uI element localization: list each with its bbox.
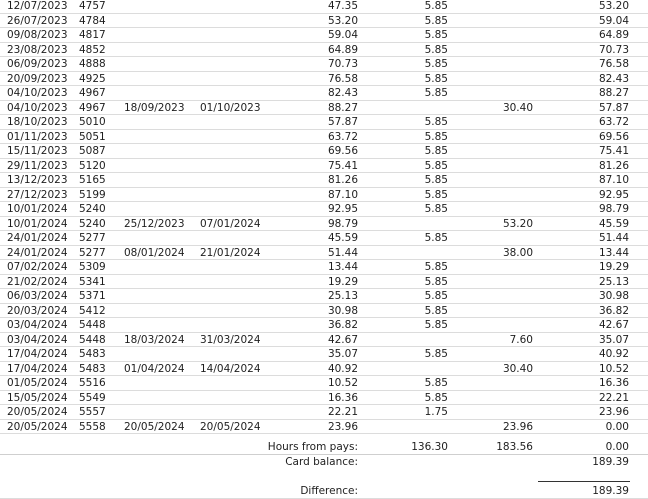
table-row [0,202,648,217]
opening-balance-cell: 63.72 [327,130,358,143]
date-cell: 15/05/2024 [7,391,68,404]
table-row [0,275,648,290]
closing-balance-cell: 23.96 [598,406,629,418]
opening-balance-cell: 13.44 [327,261,358,273]
difference-row [0,484,648,498]
table-row [0,289,648,304]
hours-accrued-cell: 5.85 [424,174,448,186]
closing-balance-cell: 64.89 [598,29,629,41]
opening-balance-cell: 82.43 [327,87,358,99]
difference-label: Difference: [300,485,358,497]
period-to-cell: 21/01/2024 [200,246,261,259]
table-row [0,115,648,130]
pay-number-cell: 4817 [79,29,106,41]
pay-number-cell: 5120 [79,159,106,172]
closing-balance-cell: 76.58 [598,58,629,70]
closing-balance-cell: 63.72 [598,116,629,128]
hours-accrued-cell: 5.85 [424,275,448,288]
closing-balance-cell: 57.87 [598,101,629,114]
closing-balance-cell: 53.20 [598,0,629,12]
pay-number-cell: 5087 [79,145,106,157]
table-row [0,420,648,435]
date-cell: 04/10/2023 [7,87,68,99]
closing-balance-cell: 82.43 [598,72,629,85]
hours-taken-total: 183.56 [496,441,533,453]
table-row [0,144,648,159]
pay-number-cell: 4852 [79,43,106,56]
date-cell: 13/12/2023 [7,174,68,186]
hours-accrued-cell: 5.85 [424,159,448,172]
opening-balance-cell: 76.58 [327,72,358,85]
hours-taken-cell: 30.40 [502,101,533,114]
date-cell: 23/08/2023 [7,43,68,56]
pay-number-cell: 5010 [79,116,106,128]
closing-balance-cell: 10.52 [598,362,629,375]
hours-accrued-cell: 5.85 [424,29,448,41]
hours-accrued-cell: 5.85 [424,87,448,99]
pay-number-cell: 5165 [79,174,106,186]
date-cell: 10/01/2024 [7,203,68,215]
opening-balance-cell: 25.13 [327,290,358,302]
table-row [0,86,648,101]
opening-balance-cell: 59.04 [327,29,358,41]
date-cell: 24/01/2024 [7,232,68,244]
period-to-cell: 31/03/2024 [200,333,261,346]
opening-balance-cell: 47.35 [327,0,358,12]
table-row [0,260,648,275]
hours-from-pays-row [0,440,648,455]
closing-balance-cell: 36.82 [598,304,629,317]
table-row [0,405,648,420]
pay-number-cell: 5277 [79,246,106,259]
pay-number-cell: 5240 [79,217,106,230]
pay-number-cell: 5558 [79,420,106,433]
date-cell: 03/04/2024 [7,319,68,331]
pay-number-cell: 5483 [79,348,106,360]
pay-number-cell: 5371 [79,290,106,302]
hours-accrued-cell: 5.85 [424,319,448,331]
hours-accrued-cell: 5.85 [424,203,448,215]
closing-balance-cell: 98.79 [598,203,629,215]
date-cell: 20/03/2024 [7,304,68,317]
opening-balance-cell: 57.87 [327,116,358,128]
opening-balance-cell: 64.89 [327,43,358,56]
hours-accrued-cell: 5.85 [424,43,448,56]
pay-number-cell: 5412 [79,304,106,317]
hours-accrued-cell: 5.85 [424,58,448,70]
pay-number-cell: 4925 [79,72,106,85]
closing-balance-cell: 22.21 [598,391,629,404]
hours-accrued-cell: 5.85 [424,391,448,404]
hours-balance-total: 0.00 [605,441,629,453]
date-cell: 06/03/2024 [7,290,68,302]
date-cell: 01/05/2024 [7,377,68,389]
opening-balance-cell: 36.82 [327,319,358,331]
closing-balance-cell: 70.73 [598,43,629,56]
date-cell: 07/02/2024 [7,261,68,273]
opening-balance-cell: 98.79 [327,217,358,230]
period-to-cell: 07/01/2024 [200,217,261,230]
table-row [0,362,648,377]
hours-accrued-total: 136.30 [411,441,448,453]
table-row [0,72,648,87]
closing-balance-cell: 40.92 [598,348,629,360]
date-cell: 20/05/2024 [7,420,68,433]
date-cell: 03/04/2024 [7,333,68,346]
pay-number-cell: 5240 [79,203,106,215]
date-cell: 21/02/2024 [7,275,68,288]
date-cell: 10/01/2024 [7,217,68,230]
date-cell: 06/09/2023 [7,58,68,70]
hours-accrued-cell: 5.85 [424,0,448,12]
opening-balance-cell: 16.36 [327,391,358,404]
pay-number-cell: 5448 [79,333,106,346]
table-row [0,304,648,319]
date-cell: 04/10/2023 [7,101,68,114]
opening-balance-cell: 53.20 [327,14,358,27]
hours-accrued-cell: 5.85 [424,290,448,302]
table-row [0,376,648,391]
pay-number-cell: 4967 [79,101,106,114]
opening-balance-cell: 51.44 [327,246,358,259]
closing-balance-cell: 30.98 [598,290,629,302]
pay-number-cell: 5341 [79,275,106,288]
closing-balance-cell: 0.00 [605,420,629,433]
period-to-cell: 01/10/2023 [200,101,261,114]
period-from-cell: 20/05/2024 [124,420,185,433]
period-to-cell: 20/05/2024 [200,420,261,433]
card-balance-row [0,455,648,470]
table-row [0,43,648,58]
date-cell: 17/04/2024 [7,362,68,375]
table-row [0,318,648,333]
hours-taken-cell: 30.40 [502,362,533,375]
opening-balance-cell: 75.41 [327,159,358,172]
opening-balance-cell: 40.92 [327,362,358,375]
opening-balance-cell: 10.52 [327,377,358,389]
pay-number-cell: 4967 [79,87,106,99]
closing-balance-cell: 59.04 [598,14,629,27]
pay-number-cell: 5483 [79,362,106,375]
opening-balance-cell: 23.96 [327,420,358,433]
hours-from-pays-label: Hours from pays: [267,441,358,453]
hours-accrued-cell: 1.75 [424,406,448,418]
pay-number-cell: 5557 [79,406,106,418]
hours-accrued-cell: 5.85 [424,130,448,143]
date-cell: 20/05/2024 [7,406,68,418]
hours-accrued-cell: 5.85 [424,304,448,317]
period-from-cell: 18/03/2024 [124,333,185,346]
period-from-cell: 25/12/2023 [124,217,185,230]
table-row [0,57,648,72]
hours-accrued-cell: 5.85 [424,116,448,128]
table-row [0,173,648,188]
table-row [0,101,648,116]
difference-value: 189.39 [592,485,629,497]
opening-balance-cell: 22.21 [327,406,358,418]
table-row [0,217,648,232]
hours-accrued-cell: 5.85 [424,188,448,201]
hours-accrued-cell: 5.85 [424,232,448,244]
hours-taken-cell: 23.96 [502,420,533,433]
pay-number-cell: 5516 [79,377,106,389]
date-cell: 01/11/2023 [7,130,68,143]
closing-balance-cell: 45.59 [598,217,629,230]
hours-accrued-cell: 5.85 [424,72,448,85]
pay-number-cell: 5448 [79,319,106,331]
period-from-cell: 08/01/2024 [124,246,185,259]
date-cell: 24/01/2024 [7,246,68,259]
pay-number-cell: 4888 [79,58,106,70]
opening-balance-cell: 87.10 [327,188,358,201]
date-cell: 29/11/2023 [7,159,68,172]
opening-balance-cell: 88.27 [327,101,358,114]
opening-balance-cell: 70.73 [327,58,358,70]
closing-balance-cell: 88.27 [598,87,629,99]
closing-balance-cell: 42.67 [598,319,629,331]
date-cell: 18/10/2023 [7,116,68,128]
hours-taken-cell: 53.20 [502,217,533,230]
pay-number-cell: 4784 [79,14,106,27]
closing-balance-cell: 92.95 [598,188,629,201]
closing-balance-cell: 51.44 [598,232,629,244]
hours-accrued-cell: 5.85 [424,261,448,273]
pay-number-cell: 5309 [79,261,106,273]
closing-balance-cell: 19.29 [598,261,629,273]
table-row [0,14,648,29]
pay-number-cell: 4757 [79,0,106,12]
opening-balance-cell: 92.95 [327,203,358,215]
pay-number-cell: 5199 [79,188,106,201]
date-cell: 09/08/2023 [7,29,68,41]
opening-balance-cell: 69.56 [327,145,358,157]
closing-balance-cell: 25.13 [598,275,629,288]
pay-number-cell: 5277 [79,232,106,244]
hours-taken-cell: 7.60 [509,333,533,346]
opening-balance-cell: 81.26 [327,174,358,186]
period-to-cell: 14/04/2024 [200,362,261,375]
opening-balance-cell: 42.67 [327,333,358,346]
table-row [0,246,648,261]
date-cell: 26/07/2023 [7,14,68,27]
table-row [0,391,648,406]
table-row [0,231,648,246]
period-from-cell: 18/09/2023 [124,101,185,114]
difference-rule [538,481,630,482]
closing-balance-cell: 13.44 [598,246,629,259]
hours-accrued-cell: 5.85 [424,348,448,360]
card-balance-label: Card balance: [285,455,358,468]
closing-balance-cell: 69.56 [598,130,629,143]
date-cell: 17/04/2024 [7,348,68,360]
period-from-cell: 01/04/2024 [124,362,185,375]
table-row [0,333,648,348]
hours-taken-cell: 38.00 [502,246,533,259]
date-cell: 27/12/2023 [7,188,68,201]
date-cell: 20/09/2023 [7,72,68,85]
card-balance-value: 189.39 [592,455,629,468]
table-row [0,159,648,174]
table-row [0,347,648,362]
table-row [0,0,648,14]
date-cell: 12/07/2023 [7,0,68,12]
closing-balance-cell: 35.07 [598,333,629,346]
closing-balance-cell: 81.26 [598,159,629,172]
pay-number-cell: 5051 [79,130,106,143]
opening-balance-cell: 30.98 [327,304,358,317]
table-row [0,188,648,203]
hours-accrued-cell: 5.85 [424,145,448,157]
closing-balance-cell: 87.10 [598,174,629,186]
table-row [0,28,648,43]
opening-balance-cell: 19.29 [327,275,358,288]
hours-accrued-cell: 5.85 [424,377,448,389]
summary-section [0,440,648,469]
opening-balance-cell: 35.07 [327,348,358,360]
table-row [0,130,648,145]
closing-balance-cell: 16.36 [598,377,629,389]
hours-accrued-cell: 5.85 [424,14,448,27]
date-cell: 15/11/2023 [7,145,68,157]
opening-balance-cell: 45.59 [327,232,358,244]
pay-number-cell: 5549 [79,391,106,404]
closing-balance-cell: 75.41 [598,145,629,157]
